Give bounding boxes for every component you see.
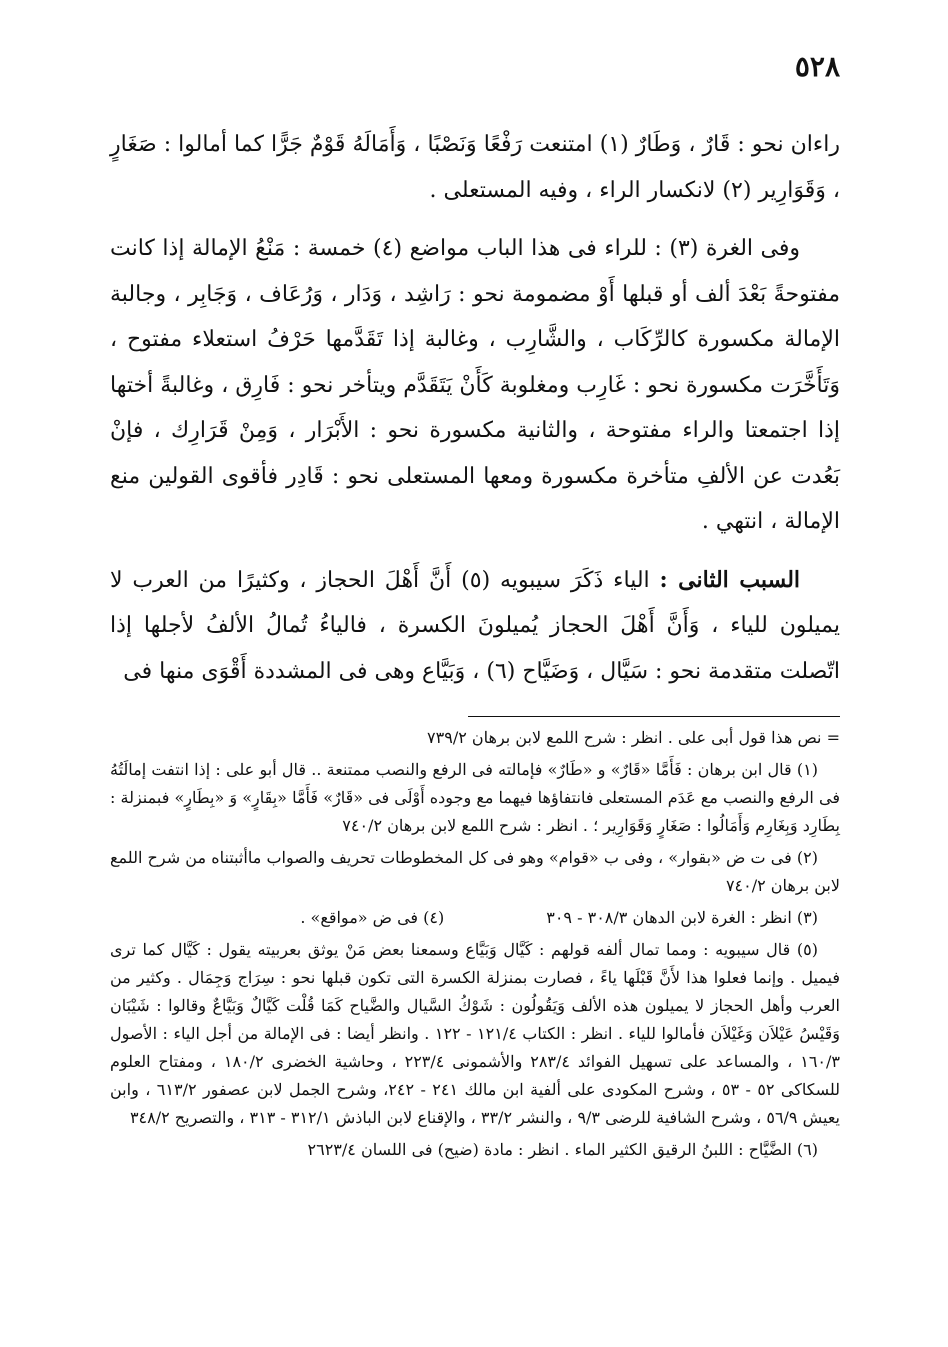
paragraph-3 [110, 558, 840, 695]
footnotes [110, 724, 840, 1168]
footnote-5: (٥) قال سيبويه : ومما تمال ألفه قولهم : كَيَّال وَبَيَّاع وسمعنا بعض مَنْ يوثق بعربيته يقول : كَيَّال كما ترى فيميل . وإنما فعلوا هذا لأَنَّ قَبْلَها ياءً ، فصارت بمنزلة الكسرة التى تكون قبلها نحو : سِرَاج وَجِمَال . وكثير من العرب وأهل الحجاز لا يميلون هذه الألف وَيَقُولُون : شَوْكُ السَّيال والضَّياح كَمَا قُلْت كَيَّالٌ وَبَيَّاعٌ وقالوا : شَيْبَان وَقَيْسُ عَيْلاَن وَغَيْلاَن فأمالوا للياء . انظر : الكتاب ١٢١/٤ - ١٢٢ . وانظر أيضا : فى الإمالة من أجل الياء : الأصول ١٦٠/٣ ، والمساعد على تسهيل الفوائد ٢٨٣/٤ والأشمونى ٢٢٣/٤ ، وحاشية الخضرى ١٨٠/٢ ، ومفتاح العلوم للسكاكى ٥٢ - ٥٣ ، وشرح المكودى على ألفية ابن مالك ٢٤١ - ٢٤٢، وشرح الجمل لابن عصفور ٦١٣/٢ ، وابن يعيش ٥٦/٩ ، وشرح الشافية للرضى ٩/٣ ، والنشر ٣٣/٢ ، والإقناع لابن الباذش ٣١٢/١ - ٣١٣ ، والتصريح ٣٤٨/٢ [110, 940, 841, 1127]
footnote-3: (٣) انظر : الغرة لابن الدهان ٣٠٨/٣ - ٣٠٩ [546, 908, 818, 927]
paragraph-2 [110, 226, 840, 545]
paragraph-1-text: راءان نحو : قَارٌ ، وَطَارٌ (١) امتنعت رَفْعًا وَنَصْبًا ، وَأَمَالَهُ قَوْمٌ جَرًّا كما أمالوا : صَغَارٍ ، وَقَوَارِير (٢) لانكسار الراء ، وفيه المستعلى . [110, 132, 841, 203]
footnote-1: (١) قال ابن برهان : فَأَمَّا «قَارٌ» و «طَارٌ» فإمالته فى الرفع والنصب ممتنعة .. قال أبو على : إذا انتفت إمالَتُهُ فى الرفع والنصب مع عَدَم المستعلى فانتفاؤها فيهما مع وجوده أَوْلَى فى «قَارٌ» فَأَمَّا «بِقَارٍ» وَ «بِطَارٍ» فبمنزلة : بِطَارِد وَبِغَارِم وَأَمَالُوا : صَغَارٍ وَقَوَارِير ؛ . انظر : شرح اللمع لابن برهان ٧٤٠/٢ [110, 760, 840, 835]
footnote-6: (٦) الضَّيَّاح : اللبنُ الرقيق الكثير الماء . انظر : مادة (ضيح) فى اللسان ٢٦٢٣/٤ [307, 1140, 818, 1159]
paragraph-2-text: وفى الغرة (٣) : للراء فى هذا الباب مواضع (٤) خمسة : مَنْعُ الإمالة إذا كانت مفتوحةً بَعْدَ ألف أو قبلها أَوْ مضمومة نحو : رَاشِد ، وَدَار ، وَرُعَاف ، وَجَابِر ، وجالبة الإمالة مكسورة كالرِّكَاب ، والشَّارِب ، وغالبة إذا تَقَدَّمها حَرْفُ استعلاء مفتوح ، وَتَأَخَّرَت مكسورة نحو : غَارِب ومغلوبة كَأَنْ يَتَقَدَّم ويتأخر نحو : فَارِق ، وغالبةً أختها إذا اجتمعتا والراء مفتوحة ، والثانية مكسورة نحو : الأَبْرَار ، وَمِنْ قَرَارِك ، فإنْ بَعُدت عن الألفِ متأخرة مكسورة ومعها المستعلى نحو : قَادِر فأقوى القولين منع الإمالة ، انتهي . [110, 236, 840, 534]
paragraph-1 [110, 122, 840, 213]
page-number: ٥٢٨ [794, 50, 840, 83]
paragraph-3-text: الياء ذَكَرَ سيبويه (٥) أَنَّ أَهْلَ الحجاز ، وكثيرًا من العرب لا يميلون للياء ، وَأَنَّ أَهْلَ الحجاز يُميلونَ الكسرة ، فالياءُ تُمالُ الألفُ لأجلها إذا اتّصلت متقدمة نحو : سَيَّال ، وَضَيَّاح (٦) ، وَبَيَّاع وهى فى المشددة أَقْوَى منها فى [110, 567, 840, 684]
footnote-2: (٢) فى ت ض «بقوار» ، وفى ب «قوام» وهو فى كل المخطوطات تحريف والصواب ماأثبتناه من شرح اللمع لابن برهان ٧٤٠/٢ [110, 848, 840, 895]
footnote-separator [468, 716, 840, 717]
footnote-continuation: = نص هذا قول أبى على . انظر : شرح اللمع لابن برهان ٧٣٩/٢ [427, 728, 840, 747]
footnote-row-3-4 [110, 904, 840, 932]
footnote-4: (٤) فى ض «مواقع» . [300, 908, 445, 927]
main-text [110, 122, 840, 707]
section-heading: السبب الثانى : [659, 566, 801, 593]
